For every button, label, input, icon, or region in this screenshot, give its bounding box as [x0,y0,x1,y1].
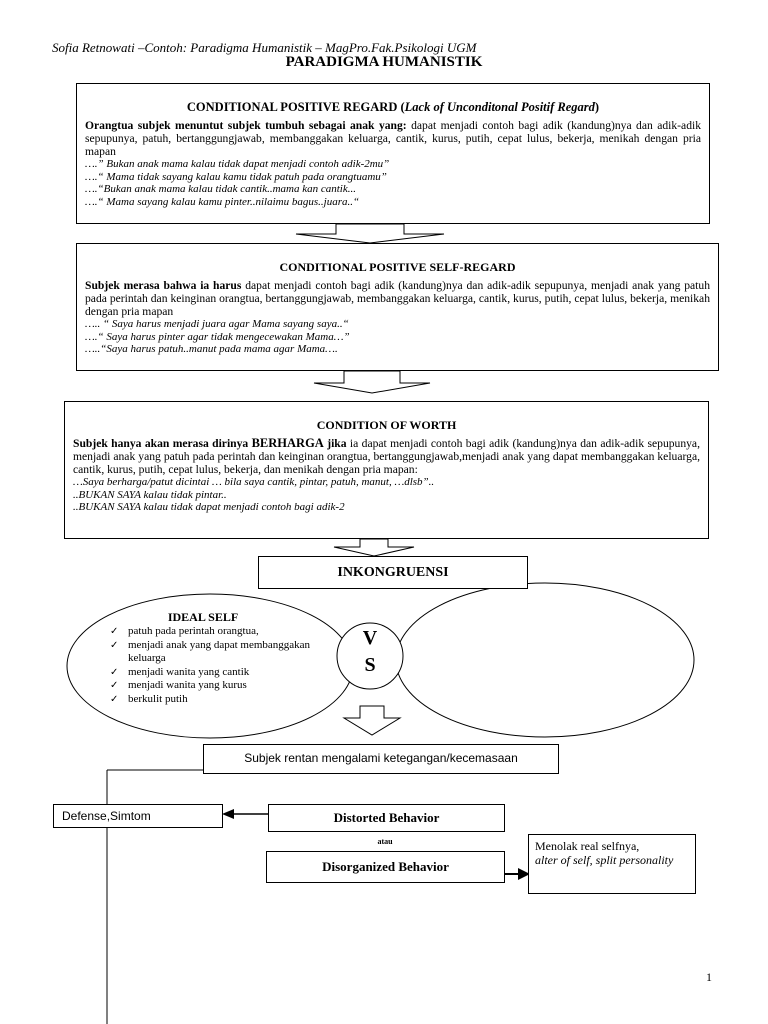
conditional-positive-regard-box [76,83,710,224]
vs-letter-s: S [364,654,376,674]
menolak-real-self-box [528,834,696,894]
real-self-ellipse [396,583,694,737]
box2-quote: …..“Saya harus patuh..manut pada mama agar Mama…. [85,343,338,355]
menolak-line1: Menolak real selfnya, [535,839,640,853]
list-item: ✓ menjadi wanita yang kurus [108,679,318,693]
page-title: PARADIGMA HUMANISTIK [285,54,483,70]
down-arrow-3 [334,539,414,556]
defense-simtom-box: Defense,Simtom [53,804,223,828]
list-item: ✓ patuh pada perintah orangtua, [108,625,318,639]
box3-quote: …Saya berharga/patut dicintai … bila saya cantik, pintar, patuh, manut, …dlsb”.. [73,476,435,488]
down-arrow-4 [344,706,400,735]
menolak-line2: alter of self, split personality [535,853,674,867]
ideal-self-title: IDEAL SELF [167,610,239,624]
page-number: 1 [706,970,712,984]
subjek-rentan-box: Subjek rentan mengalami ketegangan/kecemasaan [203,744,559,774]
conditional-positive-self-regard-box [76,243,719,371]
ideal-self-list [108,625,318,706]
atau-label: atau [377,837,393,846]
box2-quote: ….. “ Saya harus menjadi juara agar Mama sayang saya..“ [85,318,349,330]
box3-quote: ..BUKAN SAYA kalau tidak pintar.. [73,488,227,501]
box1-quote: ….“ Mama sayang kalau kamu pinter..nilaimu bagus..juara..“ [85,195,360,208]
down-arrow-1 [296,224,444,243]
box1-quote: ….“ Mama tidak sayang kalau kamu tidak patuh pada orangtuamu” [85,170,387,183]
inkongruensi-box: INKONGRUENSI [258,556,528,589]
list-item: ✓ menjadi anak yang dapat membanggakan keluarga [108,639,318,666]
box1-quote: ….” Bukan anak mama kalau tidak dapat menjadi contoh adik-2mu” [85,158,390,170]
list-item: ✓ berkulit putih [108,693,318,707]
distorted-behavior-box: Distorted Behavior [268,804,505,832]
down-arrow-2 [314,371,430,393]
box2-quote: ….“ Saya harus pinter agar tidak mengecewakan Mama…” [85,330,350,343]
list-item: ✓ menjadi wanita yang cantik [108,666,318,680]
box3-body: Subjek hanya akan merasa dirinya BERHARGA jika ia dapat menjadi contoh bagi adik (kandung)nya dan adik-adik sepupunya, menjadi anak yang patuh pada perintah dan keinginan orangtua, bertanggungjawab,menjadi anak yang dapat membanggakan keluarga, cantik, kurus, putih, cepat lulus, bekerja, dan menikah dengan pria mapan: [73,436,700,476]
document-header: Sofia Retnowati –Contoh: Paradigma Humanistik – MagPro.Fak.Psikologi UGM [52,40,477,55]
box3-quote: ..BUKAN SAYA kalau tidak dapat menjadi contoh bagi adik-2 [73,501,345,513]
box1-body: Orangtua subjek menuntut subjek tumbuh sebagai anak yang: dapat menjadi contoh bagi adik (kandung)nya dan adik-adik sepupunya, patuh, bertanggungjawab, membanggakan keluarga, cantik, kurus, putih, cepat lulus, bekerja, menikah dengan pria mapan [85,119,702,158]
box2-body: Subjek merasa bahwa ia harus dapat menjadi contoh bagi adik (kandung)nya dan adik-adik sepupunya, menjadi anak yang patuh pada perintah dan keinginan orangtua, bertanggungjawab, membanggakan keluarga, cantik, kurus, putih, cepat lulus, bekerja, menikah dengan pria mapan [85,279,711,318]
condition-of-worth-box [64,401,709,539]
vs-letter-v: V [362,627,378,649]
box1-quote: ….“Bukan anak mama kalau tidak cantik..mama kan cantik... [85,183,356,195]
box1-title: CONDITIONAL POSITIVE REGARD (Lack of Unconditonal Positif Regard) [186,100,600,114]
box3-title: CONDITION OF WORTH [316,418,457,432]
box2-title: CONDITIONAL POSITIVE SELF-REGARD [279,260,516,274]
disorganized-behavior-box: Disorganized Behavior [266,851,505,883]
arrow-to-defense [222,809,234,819]
